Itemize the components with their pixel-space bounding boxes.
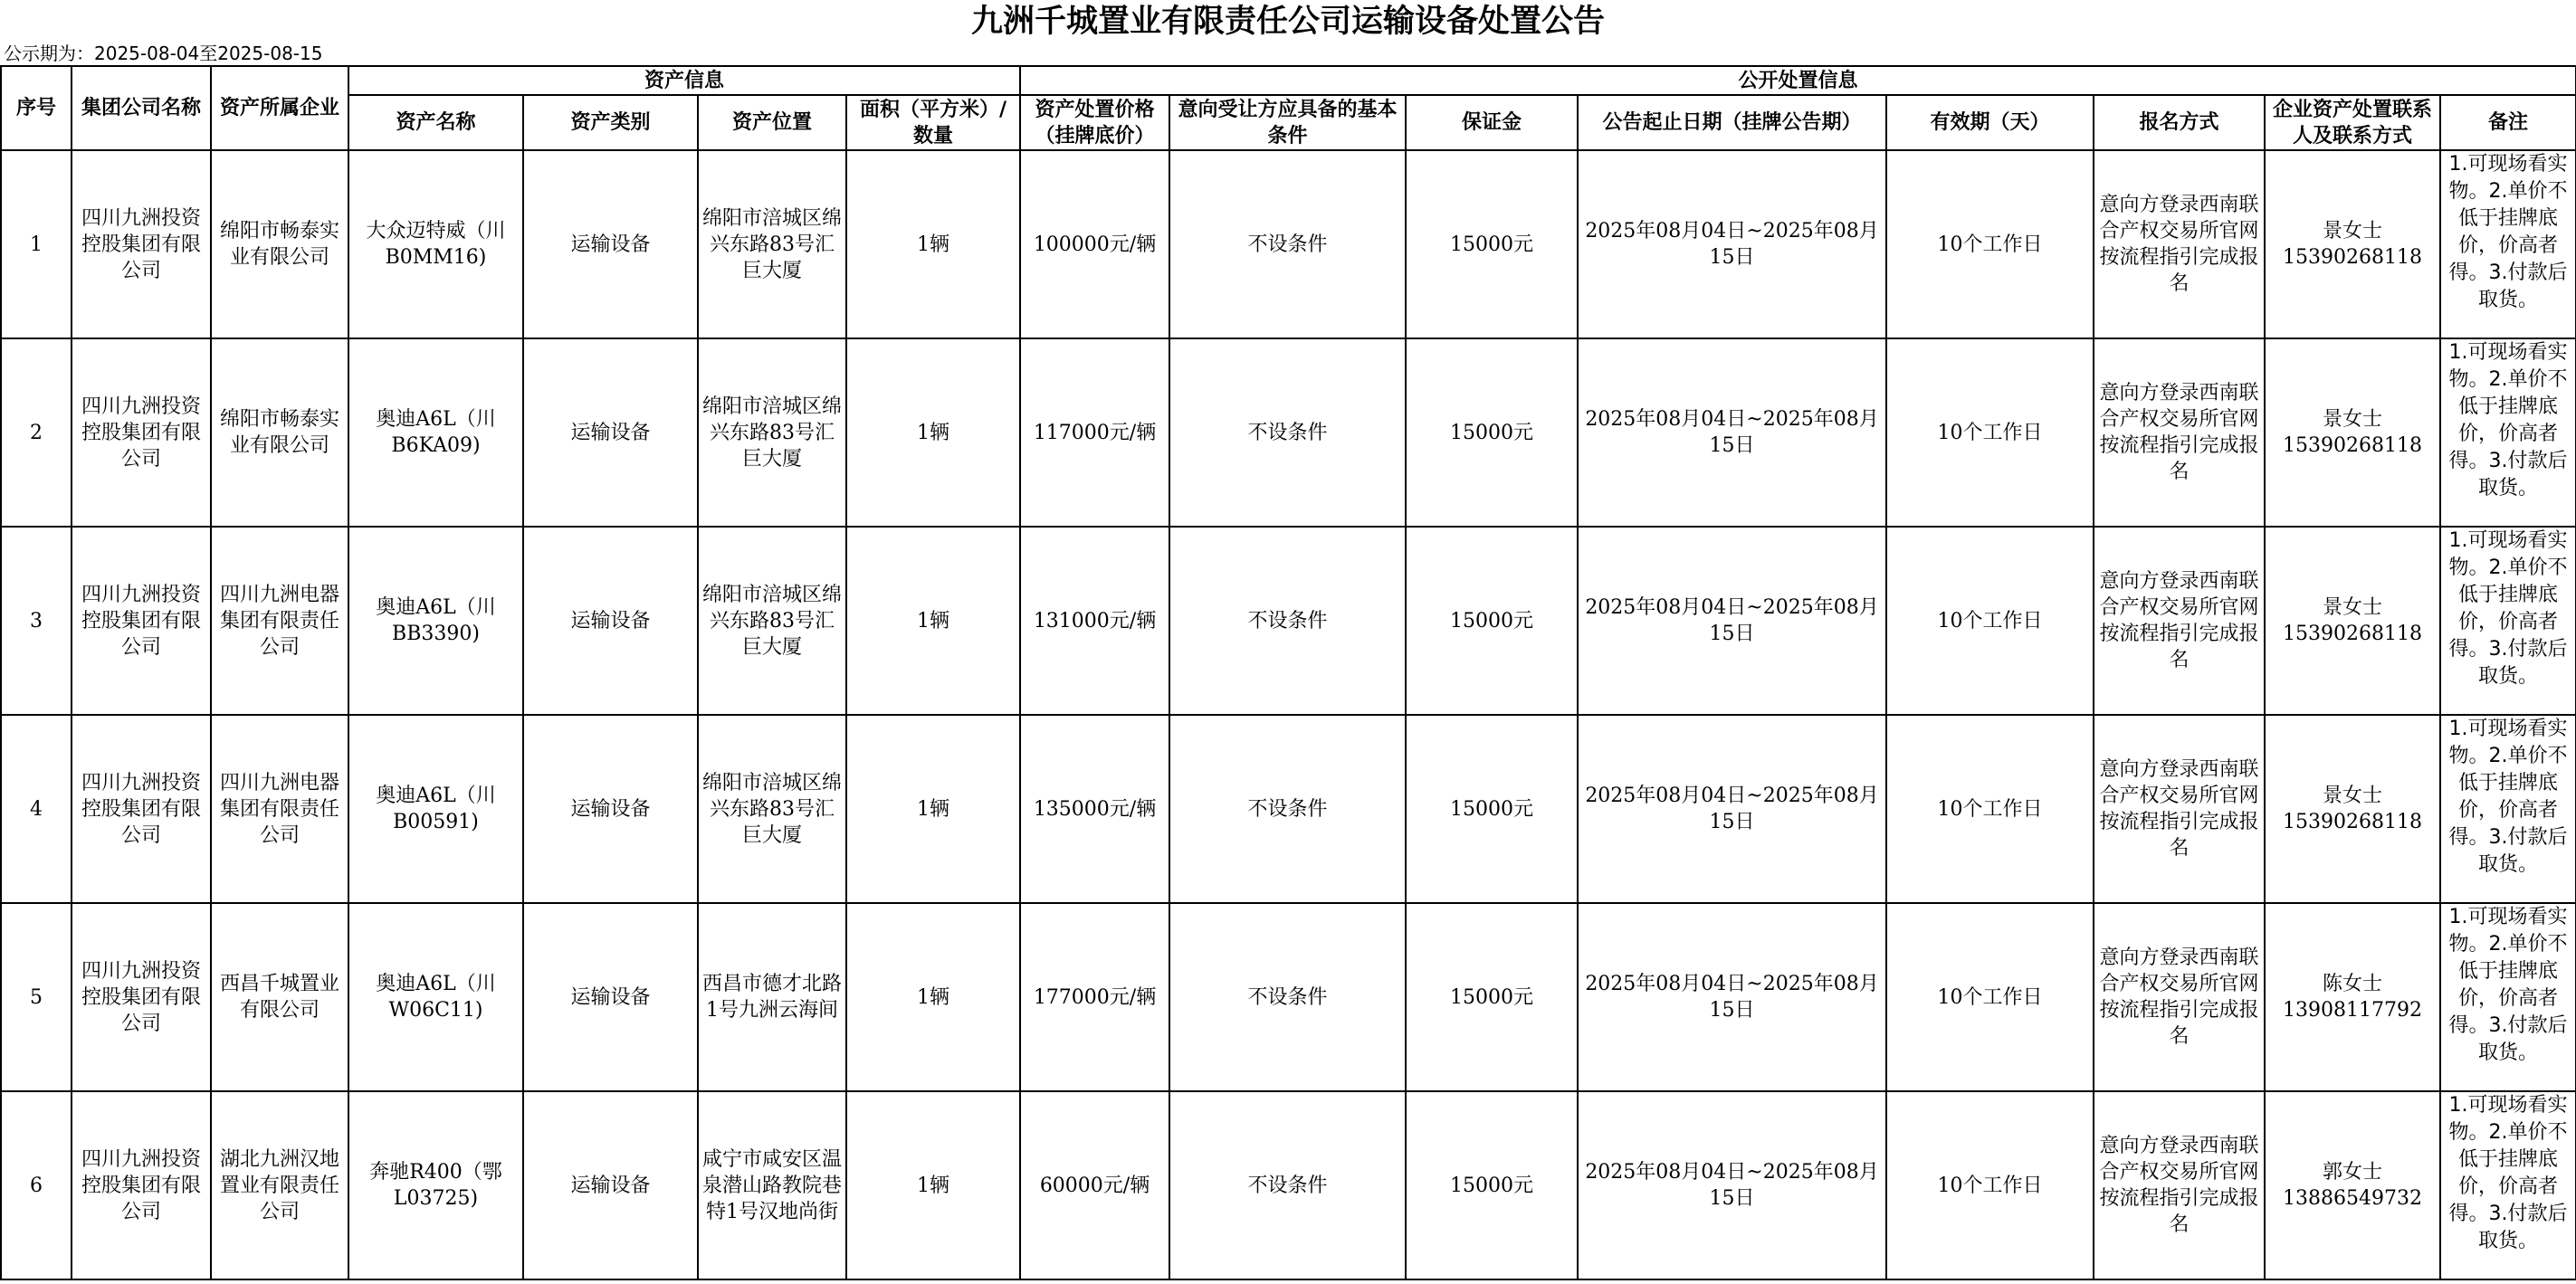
- table-row: [1, 338, 2576, 527]
- header-conditions: 意向受让方应具备的基本条件: [1169, 95, 1406, 150]
- cell-group-company: 四川九洲投资控股集团有限公司: [72, 1091, 211, 1279]
- cell-asset-name: 大众迈特威（川B0MM16): [348, 150, 523, 338]
- header-asset-name: 资产名称: [348, 95, 523, 150]
- publication-period: 公示期为：2025-08-04至2025-08-15: [4, 43, 323, 64]
- cell-asset-type: 运输设备: [523, 527, 698, 715]
- cell-area-qty: 1辆: [846, 715, 1020, 903]
- header-remarks: 备注: [2440, 95, 2576, 150]
- cell-group-company: 四川九洲投资控股集团有限公司: [72, 903, 211, 1091]
- cell-group-company: 四川九洲投资控股集团有限公司: [72, 150, 211, 338]
- cell-contact: 景女士15390268118: [2265, 715, 2440, 903]
- cell-conditions: 不设条件: [1169, 1091, 1406, 1279]
- cell-deposit: 15000元: [1406, 903, 1578, 1091]
- cell-validity: 10个工作日: [1886, 150, 2094, 338]
- cell-asset-name: 奥迪A6L（川B6KA09): [348, 338, 523, 527]
- remarks-text: 1.可现场看实物。2.单价不低于挂牌底价，价高者得。3.付款后取货。: [2448, 906, 2568, 1064]
- cell-area-qty: 1辆: [846, 527, 1020, 715]
- header-group-asset-info: 资产信息: [348, 66, 1020, 95]
- cell-conditions: 不设条件: [1169, 527, 1406, 715]
- header-contact: 企业资产处置联系人及联系方式: [2265, 95, 2440, 150]
- cell-area-qty: 1辆: [846, 338, 1020, 527]
- header-group-company: 集团公司名称: [72, 66, 211, 150]
- cell-index: 2: [1, 338, 72, 527]
- cell-asset-name: 奥迪A6L（川B00591): [348, 715, 523, 903]
- cell-remarks: [2440, 338, 2576, 527]
- table-row: [1, 715, 2576, 903]
- cell-location: 绵阳市涪城区绵兴东路83号汇巨大厦: [698, 150, 846, 338]
- cell-registration: 意向方登录西南联合产权交易所官网按流程指引完成报名: [2094, 150, 2265, 338]
- cell-registration: 意向方登录西南联合产权交易所官网按流程指引完成报名: [2094, 715, 2265, 903]
- cell-owner: 湖北九洲汉地置业有限责任公司: [211, 1091, 348, 1279]
- cell-area-qty: 1辆: [846, 903, 1020, 1091]
- cell-asset-type: 运输设备: [523, 715, 698, 903]
- cell-asset-name: 奥迪A6L（川BB3390): [348, 527, 523, 715]
- cell-validity: 10个工作日: [1886, 903, 2094, 1091]
- remarks-text: 1.可现场看实物。2.单价不低于挂牌底价，价高者得。3.付款后取货。: [2448, 153, 2568, 311]
- cell-validity: 10个工作日: [1886, 715, 2094, 903]
- cell-deposit: 15000元: [1406, 715, 1578, 903]
- cell-group-company: 四川九洲投资控股集团有限公司: [72, 715, 211, 903]
- cell-conditions: 不设条件: [1169, 715, 1406, 903]
- cell-group-company: 四川九洲投资控股集团有限公司: [72, 338, 211, 527]
- header-area-qty: 面积（平方米）/数量: [846, 95, 1020, 150]
- cell-contact: 景女士15390268118: [2265, 527, 2440, 715]
- cell-registration: 意向方登录西南联合产权交易所官网按流程指引完成报名: [2094, 338, 2265, 527]
- cell-registration: 意向方登录西南联合产权交易所官网按流程指引完成报名: [2094, 903, 2265, 1091]
- cell-index: 3: [1, 527, 72, 715]
- cell-registration: 意向方登录西南联合产权交易所官网按流程指引完成报名: [2094, 1091, 2265, 1279]
- cell-remarks: [2440, 715, 2576, 903]
- cell-conditions: 不设条件: [1169, 903, 1406, 1091]
- cell-price: 100000元/辆: [1020, 150, 1169, 338]
- header-period: 公告起止日期（挂牌公告期）: [1578, 95, 1886, 150]
- cell-area-qty: 1辆: [846, 1091, 1020, 1279]
- cell-asset-name: 奔驰R400（鄂L03725): [348, 1091, 523, 1279]
- remarks-text: 1.可现场看实物。2.单价不低于挂牌底价，价高者得。3.付款后取货。: [2448, 341, 2568, 499]
- cell-location: 绵阳市涪城区绵兴东路83号汇巨大厦: [698, 338, 846, 527]
- cell-registration: 意向方登录西南联合产权交易所官网按流程指引完成报名: [2094, 527, 2265, 715]
- cell-group-company: 四川九洲投资控股集团有限公司: [72, 527, 211, 715]
- cell-deposit: 15000元: [1406, 338, 1578, 527]
- cell-location: 绵阳市涪城区绵兴东路83号汇巨大厦: [698, 715, 846, 903]
- table-row: [1, 527, 2576, 715]
- cell-asset-type: 运输设备: [523, 150, 698, 338]
- cell-index: 6: [1, 1091, 72, 1279]
- cell-remarks: [2440, 150, 2576, 338]
- cell-remarks: [2440, 1091, 2576, 1279]
- cell-contact: 陈女士13908117792: [2265, 903, 2440, 1091]
- cell-period: 2025年08月04日~2025年08月15日: [1578, 1091, 1886, 1279]
- cell-index: 4: [1, 715, 72, 903]
- cell-owner: 四川九洲电器集团有限责任公司: [211, 715, 348, 903]
- cell-deposit: 15000元: [1406, 1091, 1578, 1279]
- header-group-public-disposal: 公开处置信息: [1020, 66, 2576, 95]
- cell-area-qty: 1辆: [846, 150, 1020, 338]
- cell-period: 2025年08月04日~2025年08月15日: [1578, 903, 1886, 1091]
- remarks-text: 1.可现场看实物。2.单价不低于挂牌底价，价高者得。3.付款后取货。: [2448, 1094, 2568, 1252]
- cell-period: 2025年08月04日~2025年08月15日: [1578, 715, 1886, 903]
- cell-validity: 10个工作日: [1886, 338, 2094, 527]
- disposal-table: [0, 65, 2576, 1280]
- header-owner: 资产所属企业: [211, 66, 348, 150]
- cell-price: 131000元/辆: [1020, 527, 1169, 715]
- cell-location: 咸宁市咸安区温泉潜山路教院巷特1号汉地尚街: [698, 1091, 846, 1279]
- cell-price: 177000元/辆: [1020, 903, 1169, 1091]
- header-validity: 有效期（天）: [1886, 95, 2094, 150]
- cell-deposit: 15000元: [1406, 150, 1578, 338]
- header-asset-type: 资产类别: [523, 95, 698, 150]
- remarks-text: 1.可现场看实物。2.单价不低于挂牌底价，价高者得。3.付款后取货。: [2448, 718, 2568, 876]
- header-registration: 报名方式: [2094, 95, 2265, 150]
- header-price: 资产处置价格（挂牌底价）: [1020, 95, 1169, 150]
- cell-asset-type: 运输设备: [523, 1091, 698, 1279]
- cell-deposit: 15000元: [1406, 527, 1578, 715]
- table-row: [1, 150, 2576, 338]
- cell-price: 135000元/辆: [1020, 715, 1169, 903]
- cell-price: 117000元/辆: [1020, 338, 1169, 527]
- cell-owner: 西昌千城置业有限公司: [211, 903, 348, 1091]
- cell-remarks: [2440, 903, 2576, 1091]
- cell-contact: 景女士15390268118: [2265, 338, 2440, 527]
- cell-contact: 郭女士13886549732: [2265, 1091, 2440, 1279]
- header-location: 资产位置: [698, 95, 846, 150]
- cell-index: 5: [1, 903, 72, 1091]
- cell-price: 60000元/辆: [1020, 1091, 1169, 1279]
- cell-conditions: 不设条件: [1169, 338, 1406, 527]
- cell-period: 2025年08月04日~2025年08月15日: [1578, 150, 1886, 338]
- cell-owner: 绵阳市畅泰实业有限公司: [211, 150, 348, 338]
- cell-period: 2025年08月04日~2025年08月15日: [1578, 338, 1886, 527]
- cell-location: 西昌市德才北路1号九洲云海间: [698, 903, 846, 1091]
- cell-location: 绵阳市涪城区绵兴东路83号汇巨大厦: [698, 527, 846, 715]
- table-row: [1, 903, 2576, 1091]
- cell-validity: 10个工作日: [1886, 1091, 2094, 1279]
- cell-remarks: [2440, 527, 2576, 715]
- cell-asset-type: 运输设备: [523, 338, 698, 527]
- cell-contact: 景女士15390268118: [2265, 150, 2440, 338]
- remarks-text: 1.可现场看实物。2.单价不低于挂牌底价，价高者得。3.付款后取货。: [2448, 529, 2568, 688]
- header-index: 序号: [1, 66, 72, 150]
- cell-owner: 四川九洲电器集团有限责任公司: [211, 527, 348, 715]
- cell-owner: 绵阳市畅泰实业有限公司: [211, 338, 348, 527]
- table-row: [1, 1091, 2576, 1279]
- cell-period: 2025年08月04日~2025年08月15日: [1578, 527, 1886, 715]
- cell-index: 1: [1, 150, 72, 338]
- cell-validity: 10个工作日: [1886, 527, 2094, 715]
- header-deposit: 保证金: [1406, 95, 1578, 150]
- page-title: 九洲千城置业有限责任公司运输设备处置公告: [970, 4, 1605, 40]
- cell-conditions: 不设条件: [1169, 150, 1406, 338]
- cell-asset-name: 奥迪A6L（川W06C11): [348, 903, 523, 1091]
- cell-asset-type: 运输设备: [523, 903, 698, 1091]
